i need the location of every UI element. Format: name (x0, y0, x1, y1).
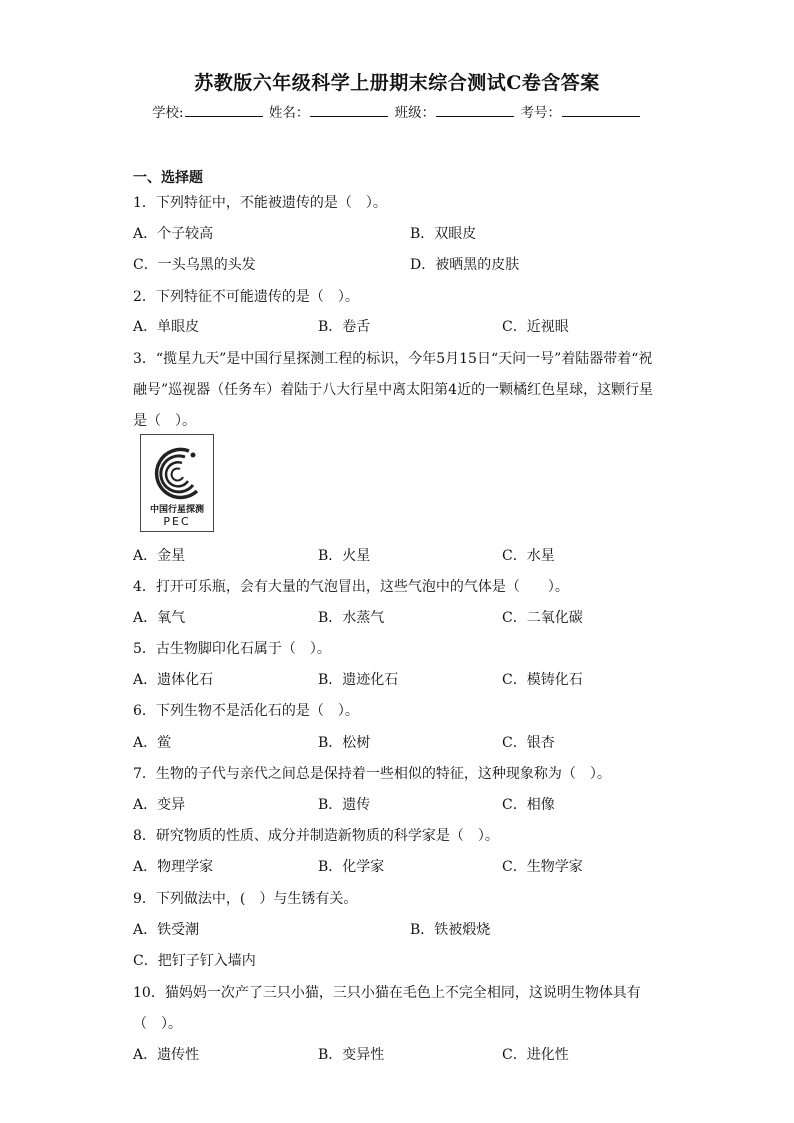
question-1-option-b[interactable]: B．双眼皮 (410, 226, 477, 242)
question-1-option-a[interactable]: A．个子较高 (133, 226, 214, 242)
question-10-option-b[interactable]: B．变异性 (318, 1047, 385, 1063)
number-label: 考号： (520, 105, 561, 121)
question-3-stem-line-2: 融号”巡视器（任务车）着陆于八大行星中离太阳第4近的一颗橘红色星球，这颗行星 (133, 382, 654, 398)
question-9-option-c[interactable]: C．把钉子钉入墙内 (133, 953, 256, 969)
question-4-stem: 4．打开可乐瓶，会有大量的气泡冒出，这些气泡中的气体是（ ）。 (133, 579, 569, 595)
question-5-option-c[interactable]: C．模铸化石 (502, 672, 583, 688)
question-10-option-c[interactable]: C．进化性 (502, 1047, 569, 1063)
planet-exploration-logo-icon (141, 435, 213, 531)
logo-sub-text: PEC (163, 515, 191, 528)
class-blank[interactable] (436, 103, 514, 117)
question-2-option-a[interactable]: A．单眼皮 (133, 319, 200, 335)
question-7-option-a[interactable]: A．变异 (133, 797, 186, 813)
question-6-stem: 6．下列生物不是活化石的是（ ）。 (133, 703, 359, 719)
question-6-option-c[interactable]: C．银杏 (502, 735, 555, 751)
question-4-option-c[interactable]: C．二氧化碳 (502, 610, 583, 626)
student-info-line (0, 101, 794, 121)
question-4-option-a[interactable]: A．氧气 (133, 610, 186, 626)
question-9-option-a[interactable]: A．铁受潮 (133, 922, 200, 938)
question-1-stem: 1．下列特征中，不能被遗传的是（ ）。 (133, 195, 387, 211)
question-3-stem-line-1: 3．“揽星九天”是中国行星探测工程的标识，今年5月15日“天问一号”着陆器带着“祝 (133, 351, 653, 367)
question-2-option-c[interactable]: C．近视眼 (502, 319, 569, 335)
question-3-stem-line-3: 是（ ）。 (133, 413, 196, 429)
question-1-option-c[interactable]: C．一头乌黑的头发 (133, 257, 256, 273)
question-8-stem: 8．研究物质的性质、成分并制造新物质的科学家是（ ）。 (133, 828, 499, 844)
logo-text: 中国行星探测 (149, 505, 205, 515)
question-2-option-b[interactable]: B．卷舌 (318, 319, 371, 335)
question-7-option-c[interactable]: C．相像 (502, 797, 555, 813)
question-2-stem: 2．下列特征不可能遗传的是（ ）。 (133, 289, 359, 305)
question-6-option-a[interactable]: A．鲎 (133, 735, 172, 751)
school-label: 学校: (152, 105, 184, 121)
question-3-option-a[interactable]: A．金星 (133, 548, 186, 564)
question-10-stem-line-2: （ ）。 (133, 1016, 182, 1032)
school-blank[interactable] (185, 103, 263, 117)
question-7-stem: 7．生物的子代与亲代之间总是保持着一些相似的特征，这种现象称为（ ）。 (133, 766, 611, 782)
question-10-option-a[interactable]: A．遗传性 (133, 1047, 200, 1063)
pec-logo (140, 434, 214, 532)
question-8-option-b[interactable]: B．化学家 (318, 859, 385, 875)
class-label: 班级： (394, 105, 436, 121)
page-title: 苏教版六年级科学上册期末综合测试C卷含答案 (194, 72, 600, 94)
question-9-stem: 9．下列做法中，( ）与生锈有关。 (133, 891, 358, 907)
question-5-stem: 5．古生物脚印化石属于（ ）。 (133, 641, 331, 657)
question-3-option-c[interactable]: C．水星 (502, 548, 555, 564)
question-1-option-d[interactable]: D．被晒黑的皮肤 (410, 257, 520, 273)
name-label: 姓名： (268, 105, 310, 121)
number-blank[interactable] (562, 103, 640, 117)
question-7-option-b[interactable]: B．遗传 (318, 797, 371, 813)
question-4-option-b[interactable]: B．水蒸气 (318, 610, 385, 626)
question-3-option-b[interactable]: B．火星 (318, 548, 371, 564)
question-8-option-c[interactable]: C．生物学家 (502, 859, 583, 875)
question-10-stem-line-1: 10．猫妈妈一次产了三只小猫，三只小猫在毛色上不完全相同，这说明生物体具有 (133, 985, 641, 1001)
section-heading: 一、选择题 (133, 170, 203, 186)
question-5-option-b[interactable]: B．遗迹化石 (318, 672, 399, 688)
question-9-option-b[interactable]: B．铁被煅烧 (410, 922, 491, 938)
question-5-option-a[interactable]: A．遗体化石 (133, 672, 214, 688)
question-6-option-b[interactable]: B．松树 (318, 735, 371, 751)
question-8-option-a[interactable]: A．物理学家 (133, 859, 214, 875)
name-blank[interactable] (310, 103, 388, 117)
